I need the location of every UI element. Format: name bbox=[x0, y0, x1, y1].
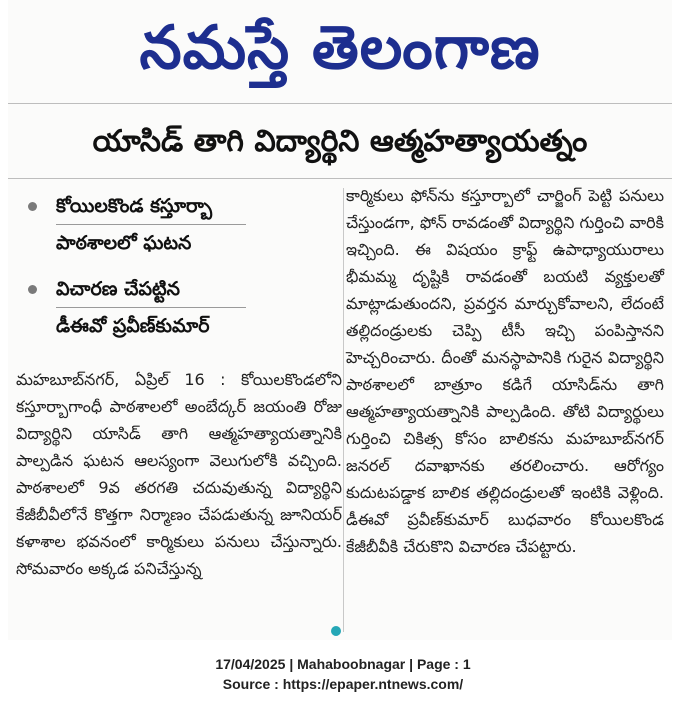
left-column bbox=[16, 188, 342, 582]
column-divider bbox=[343, 188, 344, 632]
article-body-left: మహబూబ్‌నగర్, ఏప్రిల్ 16 : కోయిలకొండలోని కస్తూర్బాగాంధీ పాఠశాలలో అంబేద్కర్ జయంతి రోజు విద్యార్థిని యాసిడ్ తాగి ఆత్మహత్యాయత్నానికి పాల్పడిన ఘటన ఆలస్యంగా వెలుగులోకి వచ్చింది. పాఠశాలలో 9వ తరగతి చదువుతున్న విద్యార్థిని కేజీబీవీలోనే కొత్తగా నిర్మాణం చేపడుతున్న జూనియర్ కళాశాల భవనంలో కార్మికులు పనులు చేస్తున్నారు. సోమవారం అక్కడ పనిచేస్తున్న bbox=[16, 370, 342, 578]
footer-source-link[interactable]: Source : https://epaper.ntnews.com/ bbox=[222, 676, 464, 692]
masthead bbox=[8, 0, 672, 100]
article-body-right: కార్మికులు ఫోన్‌ను కస్తూర్బాలో చార్జింగ్ పెట్టి పనులు చేస్తుండగా, ఫోన్ రావడంతో విద్యార్థిని గుర్తించి వారికి ఇచ్చింది. ఈ విషయం క్రాఫ్ట్ ఉపాధ్యాయురాలు భీమమ్మ దృష్టికి రావడంతో బయటి వ్యక్తులతో మాట్లాడుతుందని, ప్రవర్తన మార్చుకోవాలని, లేదంటే తల్లిదండ్రులకు చెప్పి టీసీ ఇచ్చి పంపిస్తానని హెచ్చరించారు. దీంతో మనస్థాపానికి గురైన విద్యార్థిని పాఠశాలలో బాత్రూం కడిగే యాసిడ్‌ను తాగి ఆత్మహత్యాయత్నానికి పాల్పడింది. తోటి విద్యార్థులు గుర్తించి చికిత్స కోసం బాలికను మహబూబ్‌నగర్ జనరల్ దవాఖానకు తరలించారు. ఆరోగ్యం కుదుటపడ్డాక బాలిక తల్లిదండ్రులతో ఇంటికి వెళ్లింది. డీఈవో ప్రవీణ్‌కుమార్ బుధవారం కోయిలకొండ కేజీబీవీకి చేరుకొని విచారణ చేపట్టారు. bbox=[346, 186, 664, 556]
ink-dot-icon bbox=[331, 626, 341, 636]
highlight-1 bbox=[16, 188, 342, 261]
masthead-divider bbox=[8, 103, 672, 104]
bullet-icon bbox=[28, 202, 37, 211]
highlight-line: డీఈవో ప్రవీణ్‌కుమార్ bbox=[56, 315, 210, 337]
bullet-icon bbox=[28, 285, 37, 294]
headline-divider bbox=[8, 178, 672, 179]
highlight-line: పాఠశాలలో ఘటన bbox=[56, 232, 192, 254]
masthead-logo: నమస్తే తెలంగాణ bbox=[139, 13, 541, 83]
highlight-line: కోయిలకొండ కస్తూర్బా bbox=[56, 188, 246, 225]
footer-date: 17/04/2025 bbox=[215, 656, 286, 672]
footer-separator: | bbox=[289, 656, 298, 672]
footer-page: Page : 1 bbox=[416, 656, 471, 672]
highlight-2 bbox=[16, 271, 342, 344]
highlight-line: విచారణ చేపట్టిన bbox=[56, 271, 246, 308]
article-headline: యాసిడ్ తాగి విద్యార్థిని ఆత్మహత్యాయత్నం bbox=[92, 124, 588, 159]
footer-meta bbox=[0, 654, 686, 674]
newspaper-clipping bbox=[8, 0, 672, 640]
page-footer bbox=[0, 654, 686, 694]
footer-edition: Mahaboobnagar bbox=[297, 656, 406, 672]
footer-separator: | bbox=[409, 656, 417, 672]
